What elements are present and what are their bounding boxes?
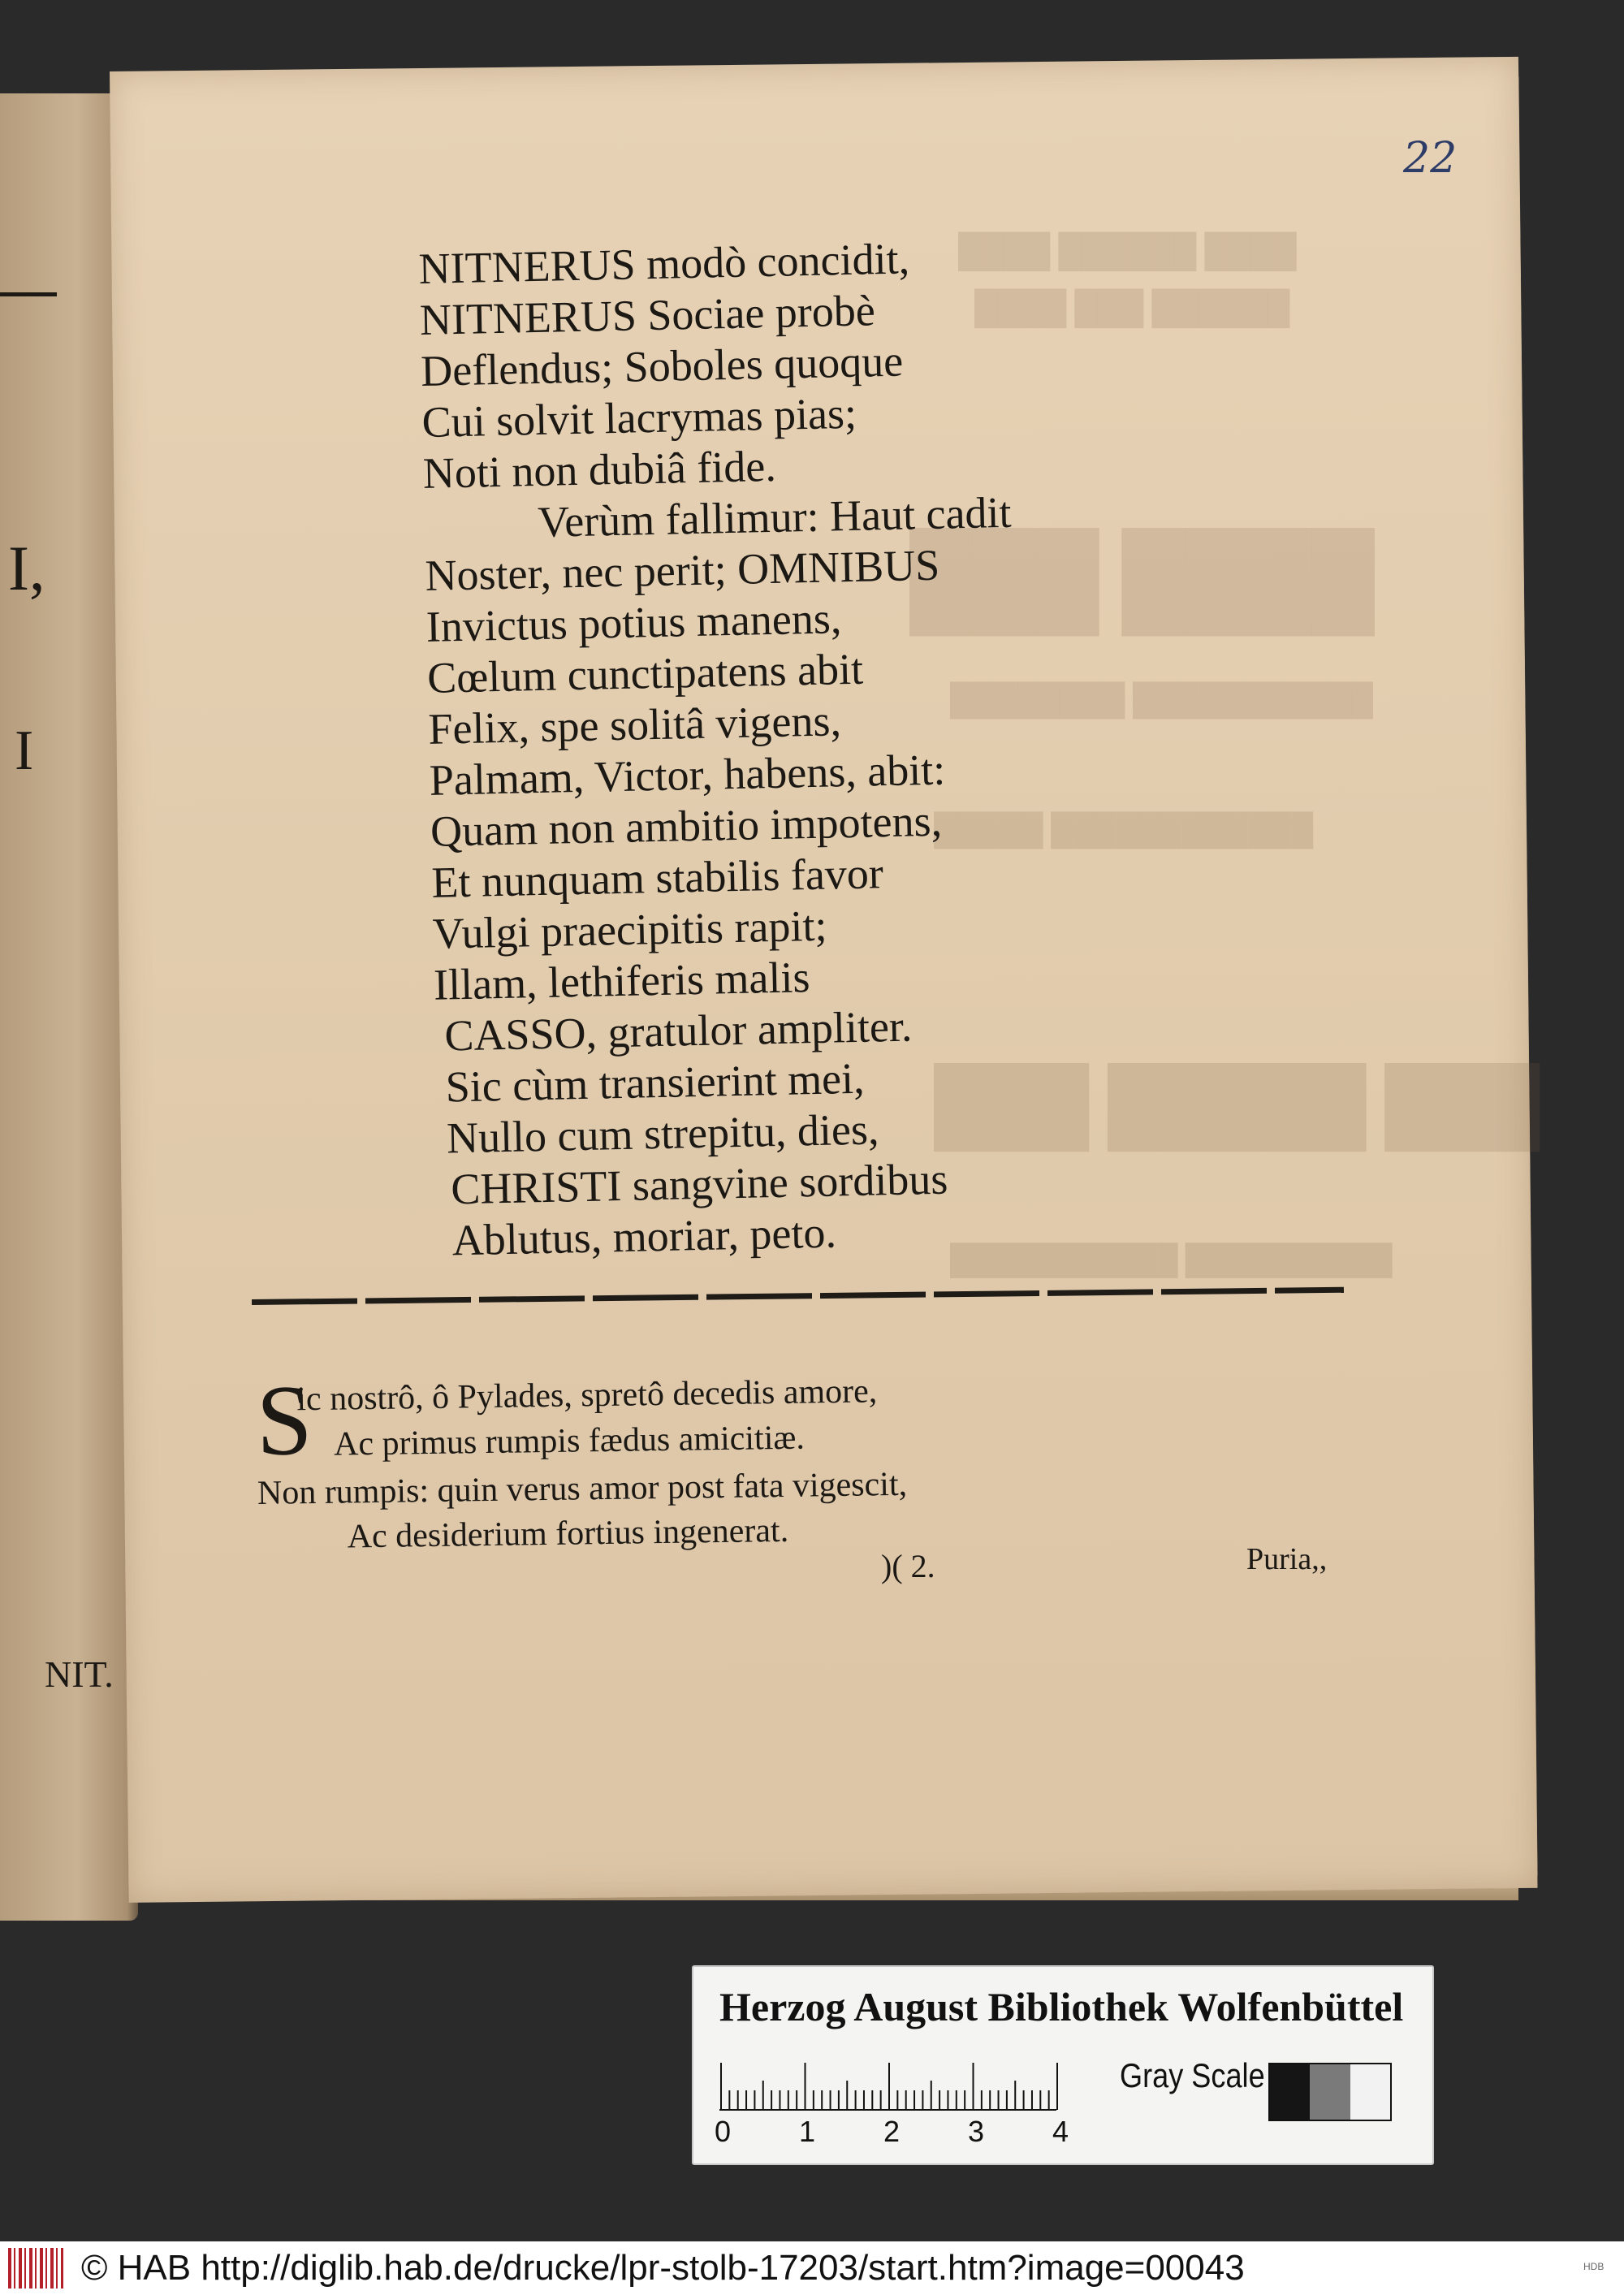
left-page-fragment: NIT. [45,1653,114,1695]
copyright-bar [0,2241,1624,2295]
drop-cap: S [255,1364,313,1476]
ruler-number: 4 [1052,2115,1069,2148]
show-through-text: ███ █████ ███ [934,1065,1540,1146]
poem-line: Nullo cum strepitu, dies, [446,1104,880,1163]
poem-line: NITNERUS Sociae probè [419,286,876,344]
show-through-text: ████ ██████ ████ [958,232,1297,269]
show-through-text: ████████████ █████ [934,813,1314,847]
poem-line: Ablutus, moriar, peto. [451,1208,837,1265]
epigram-line: Ac desiderium fortius ingenerat. [347,1511,789,1556]
poem-line: Illam, lethiferis malis [433,953,811,1009]
left-page-rule [0,292,57,296]
poem-line: Et nunquam stabilis favor [430,849,884,907]
poem-line: NITNERUS modò concidit, [418,234,910,293]
poem-line: Invictus potius manens, [425,594,842,651]
gray-swatch [1350,2064,1390,2120]
signature-mark: )( 2. [881,1548,935,1584]
hab-logo-icon [8,2248,63,2289]
poem-line: Palmam, Victor, habens, abit: [429,745,946,805]
ruler-number: 2 [883,2115,901,2148]
show-through-text: ████ ███ [909,529,1376,629]
catchword: Puria,, [1246,1542,1328,1576]
ruler-scale [719,2063,1060,2111]
left-page-fragment: I [15,720,34,782]
ruler-number: 1 [799,2115,816,2148]
ruler-number: 3 [968,2115,985,2148]
copyright-text: © HAB http://diglib.hab.de/drucke/lpr-stolb-17203/start.htm?image=00043 [81,2248,1245,2288]
poem-line: Noti non dubiâ fide. [422,441,777,498]
folio-number: 22 [1403,134,1458,183]
gray-swatch [1270,2064,1310,2120]
show-through-text: ██████ ███ ████ [974,289,1290,326]
footer-mark: HDB [1583,2261,1605,2272]
poem-line: Deflendus; Soboles quoque [420,336,904,395]
poem-line: Quam non ambitio impotens, [430,796,943,856]
poem [418,231,1027,1267]
poem-line: Felix, spe solitâ vigens, [427,696,842,754]
poem-line: Cœlum cunctipatens abit [426,644,864,702]
poem-line: Noster, nec perit; OMNIBUS [424,540,940,600]
epigram-line: ic nostrô, ô Pylades, spretô decedis amore, [296,1372,878,1419]
poem-line: Verùm fallimur: Haut cadit [537,487,1013,547]
poem-line: CHRISTI sangvine sordibus [450,1154,948,1214]
poem-line: Vulgi praecipitis rapit; [432,901,827,958]
gray-scale-label: Gray Scale [1120,2056,1265,2094]
epigram-line: Ac primus rumpis fædus amicitiæ. [333,1419,806,1463]
epigram-line: Non rumpis: quin verus amor post fata vigescit, [257,1465,908,1512]
scale-card [692,1965,1434,2165]
gray-scale-bar [1268,2063,1392,2121]
left-page-fragment: I, [8,533,45,603]
show-through-text: ██████████ ███████████ [950,1243,1393,1276]
poem-line: Sic cùm transierint mei, [445,1053,866,1112]
show-through-text: ███████████ ████████ [950,683,1374,717]
poem-line: CASSO, gratulor ampliter. [443,1001,913,1061]
library-name: Herzog August Bibliothek Wolfenbüttel [719,1984,1404,2029]
poem-line: Cui solvit lacrymas pias; [421,388,857,447]
ruler-number: 0 [715,2115,732,2148]
gray-swatch [1310,2064,1350,2120]
